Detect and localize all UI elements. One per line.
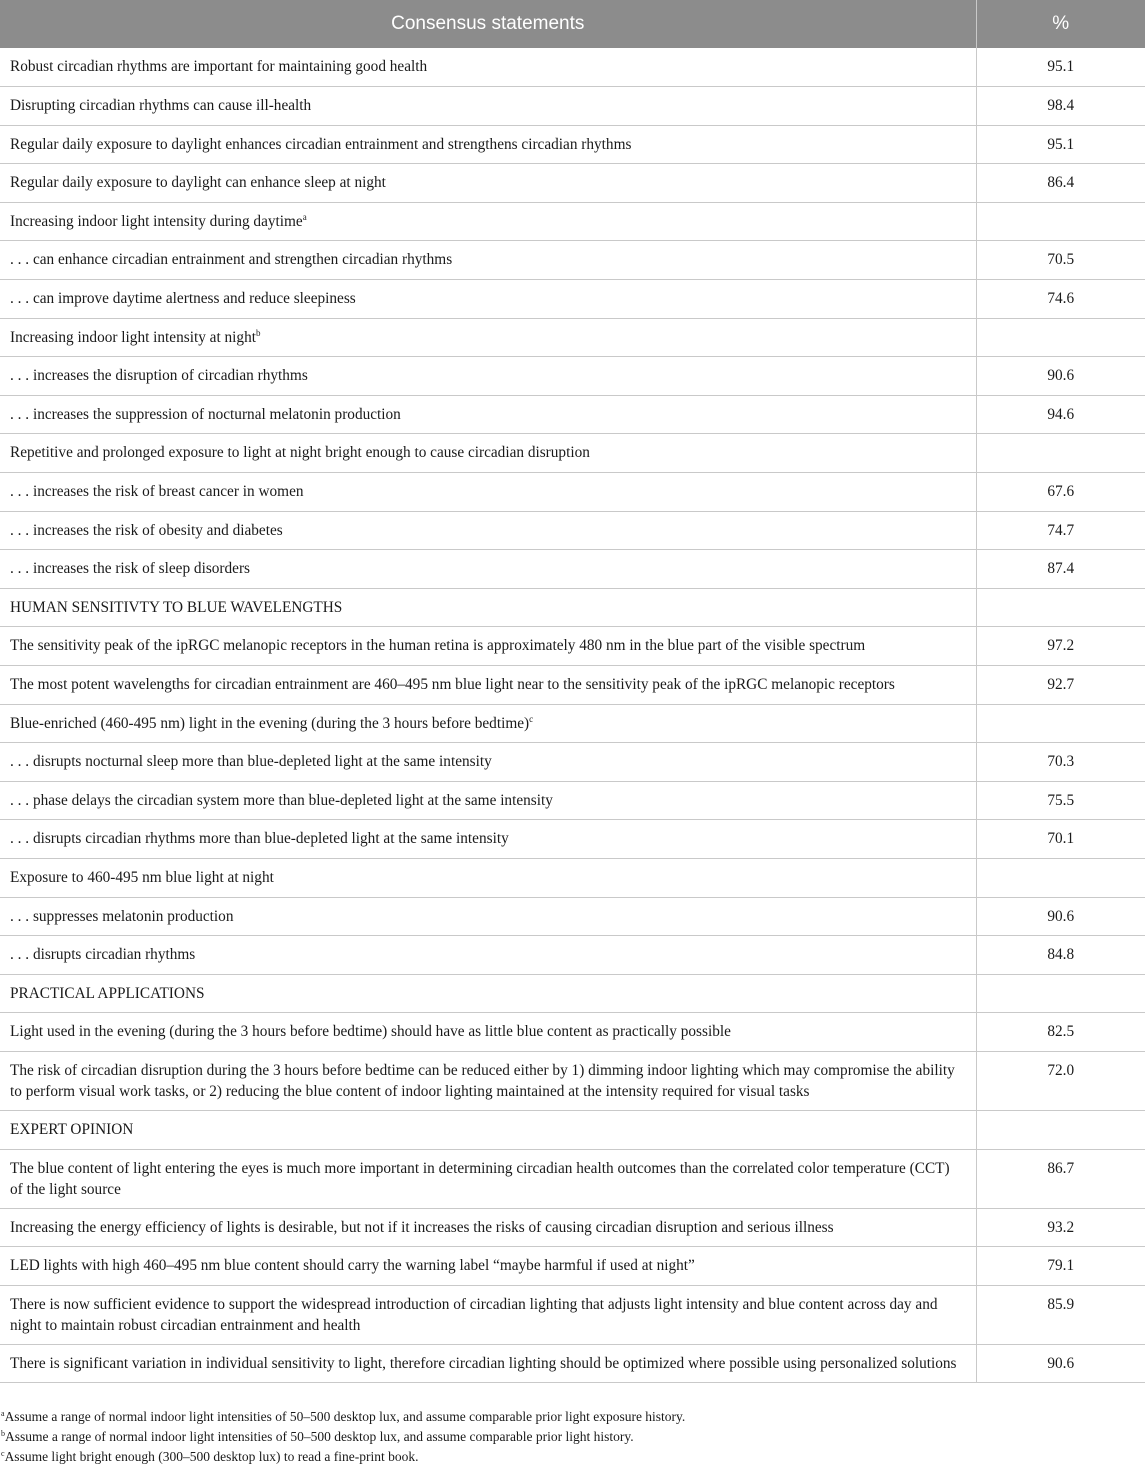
statement-text: Increasing the energy efficiency of lights is desirable, but not if it increases the risks of causing circadian disruption and serious illness [10,1218,834,1236]
statement-text: . . . can improve daytime alertness and reduce sleepiness [10,290,356,308]
footnote-text: Assume light bright enough (300–500 desktop lux) to read a fine-print book. [4,1449,419,1464]
percent-cell: 70.3 [976,743,1145,782]
statement-cell [0,704,976,743]
table-row [0,666,1145,705]
footnote [0,1447,1145,1467]
statement-cell [0,125,976,164]
statement-text: . . . disrupts circadian rhythms [10,946,196,964]
table-row [0,1013,1145,1052]
statement-text: There is now sufficient evidence to support the widespread introduction of circadian lighting that adjusts light intensity and blue content across day and night to maintain robust circadian entrainment and health [10,1295,938,1334]
percent-cell: 85.9 [976,1285,1145,1344]
percent-cell: 95.1 [976,48,1145,87]
statement-cell [0,588,976,627]
table-row [0,48,1145,87]
statement-text: The risk of circadian disruption during the 3 hours before bedtime can be reduced either by 1) dimming indoor lighting which may compromise the ability to perform visual work tasks, or 2) reducing the blue content of indoor lighting maintained at the intensity required for visual tasks [10,1061,955,1100]
statement-cell [0,1285,976,1344]
percent-cell [976,202,1145,241]
statement-cell [0,936,976,975]
table-row [0,897,1145,936]
statement-cell [0,1247,976,1286]
percent-cell: 94.6 [976,395,1145,434]
percent-cell: 98.4 [976,87,1145,126]
column-header-percent: % [976,0,1145,48]
table-row [0,858,1145,897]
statement-text: EXPERT OPINION [10,1120,134,1138]
column-header-statements: Consensus statements [0,0,976,48]
percent-cell [976,1110,1145,1149]
table-row [0,280,1145,319]
table-row [0,974,1145,1013]
percent-cell [976,974,1145,1013]
statement-text: . . . disrupts circadian rhythms more than blue-depleted light at the same intensity [10,830,509,848]
table-row [0,1247,1145,1286]
table-row [0,704,1145,743]
statement-text: . . . increases the disruption of circadian rhythms [10,367,308,385]
table-row [0,164,1145,203]
table-row [0,87,1145,126]
statement-cell [0,202,976,241]
table-row [0,434,1145,473]
statement-cell [0,48,976,87]
statement-text: HUMAN SENSITIVTY TO BLUE WAVELENGTHS [10,598,343,616]
percent-cell: 95.1 [976,125,1145,164]
percent-cell: 82.5 [976,1013,1145,1052]
table-row [0,1285,1145,1344]
statement-text: The blue content of light entering the eyes is much more important in determining circadian health outcomes than the correlated color temperature (CCT) of the light source [10,1159,950,1198]
percent-cell: 74.7 [976,511,1145,550]
table-row [0,1344,1145,1383]
statement-text: . . . increases the suppression of nocturnal melatonin production [10,405,401,423]
table-row [0,820,1145,859]
statement-cell [0,395,976,434]
footnote-marker: c [529,713,534,724]
statement-cell [0,87,976,126]
statement-text: . . . can enhance circadian entrainment and strengthen circadian rhythms [10,251,453,269]
percent-cell [976,588,1145,627]
statement-cell [0,1110,976,1149]
statement-text: PRACTICAL APPLICATIONS [10,984,205,1002]
statement-text: . . . increases the risk of obesity and diabetes [10,521,283,539]
statement-cell [0,743,976,782]
footnote-mark: c [1,1449,5,1458]
statement-text: Blue-enriched (460-495 nm) light in the evening (during the 3 hours before bedtime) [10,714,530,732]
footnote-text: Assume a range of normal indoor light intensities of 50–500 desktop lux, and assume comparable prior light history. [5,1429,634,1444]
table-row [0,550,1145,589]
statement-text: LED lights with high 460–495 nm blue content should carry the warning label “maybe harmful if used at night” [10,1257,695,1275]
footnote [0,1427,1145,1447]
statement-text: Disrupting circadian rhythms can cause ill-health [10,97,312,115]
statement-cell [0,897,976,936]
table-row [0,781,1145,820]
footnote-mark: a [1,1409,5,1418]
table-row [0,511,1145,550]
statement-cell [0,820,976,859]
percent-cell: 92.7 [976,666,1145,705]
percent-cell [976,434,1145,473]
statement-text: . . . suppresses melatonin production [10,907,234,925]
statement-cell [0,357,976,396]
statement-text: Light used in the evening (during the 3 hours before bedtime) should have as little blue content as practically possible [10,1023,731,1041]
percent-cell: 86.7 [976,1149,1145,1208]
statement-text: Repetitive and prolonged exposure to light at night bright enough to cause circadian disruption [10,444,590,462]
table-row [0,357,1145,396]
statement-cell [0,1344,976,1383]
statement-text: The sensitivity peak of the ipRGC melanopic receptors in the human retina is approximately 480 nm in the blue part of the visible spectrum [10,637,866,655]
percent-cell: 72.0 [976,1051,1145,1110]
percent-cell: 87.4 [976,550,1145,589]
statement-text: Increasing indoor light intensity at night [10,328,256,346]
percent-cell: 70.5 [976,241,1145,280]
percent-cell: 79.1 [976,1247,1145,1286]
statement-text: Increasing indoor light intensity during daytime [10,212,303,230]
statement-text: Robust circadian rhythms are important for maintaining good health [10,58,428,75]
statement-cell [0,511,976,550]
statement-text: . . . increases the risk of breast cancer in women [10,483,304,501]
statement-cell [0,473,976,512]
statement-cell [0,666,976,705]
footnote [0,1407,1145,1427]
statement-cell [0,781,976,820]
footnote-text: Assume a range of normal indoor light intensities of 50–500 desktop lux, and assume comparable prior light exposure history. [4,1409,686,1424]
statement-cell [0,318,976,357]
statement-cell [0,241,976,280]
statement-text: Regular daily exposure to daylight enhances circadian entrainment and strengthens circadian rhythms [10,135,632,153]
footnote-marker: b [255,327,261,338]
table-row [0,1208,1145,1247]
statement-text: . . . disrupts nocturnal sleep more than blue-depleted light at the same intensity [10,753,492,771]
percent-cell: 67.6 [976,473,1145,512]
statement-text: There is significant variation in individual sensitivity to light, therefore circadian lighting should be optimized where possible using personalized solutions [10,1354,957,1372]
table-row [0,1110,1145,1149]
table-row [0,1149,1145,1208]
percent-cell: 97.2 [976,627,1145,666]
statement-cell [0,1149,976,1208]
percent-cell: 86.4 [976,164,1145,203]
percent-cell: 84.8 [976,936,1145,975]
table-row [0,202,1145,241]
footnote-mark: b [1,1429,5,1438]
statement-cell [0,858,976,897]
table-footnotes [0,1407,1145,1467]
percent-cell: 90.6 [976,1344,1145,1383]
table-body [0,48,1145,1383]
table-row [0,473,1145,512]
statement-cell [0,1208,976,1247]
percent-cell: 70.1 [976,820,1145,859]
table-row [0,588,1145,627]
statement-cell [0,434,976,473]
table-row [0,395,1145,434]
statement-text: Regular daily exposure to daylight can enhance sleep at night [10,174,386,192]
table-header-row [0,0,1145,48]
statement-cell [0,550,976,589]
statement-cell [0,1051,976,1110]
statement-cell [0,164,976,203]
statement-text: . . . increases the risk of sleep disorders [10,560,251,578]
table-row [0,743,1145,782]
percent-cell: 90.6 [976,357,1145,396]
statement-text: The most potent wavelengths for circadian entrainment are 460–495 nm blue light near to the sensitivity peak of the ipRGC melanopic receptors [10,676,895,693]
percent-cell [976,318,1145,357]
percent-cell: 93.2 [976,1208,1145,1247]
footnote-marker: a [302,211,307,222]
statement-cell [0,280,976,319]
table-row [0,627,1145,666]
statement-text: Exposure to 460-495 nm blue light at night [10,868,274,886]
percent-cell [976,858,1145,897]
percent-cell: 75.5 [976,781,1145,820]
statement-cell [0,627,976,666]
statement-cell [0,1013,976,1052]
table-row [0,241,1145,280]
statement-text: . . . phase delays the circadian system more than blue-depleted light at the same intensity [10,791,553,809]
percent-cell: 90.6 [976,897,1145,936]
percent-cell: 74.6 [976,280,1145,319]
table-row [0,125,1145,164]
table-row [0,936,1145,975]
table-row [0,318,1145,357]
statement-cell [0,974,976,1013]
table-row [0,1051,1145,1110]
percent-cell [976,704,1145,743]
